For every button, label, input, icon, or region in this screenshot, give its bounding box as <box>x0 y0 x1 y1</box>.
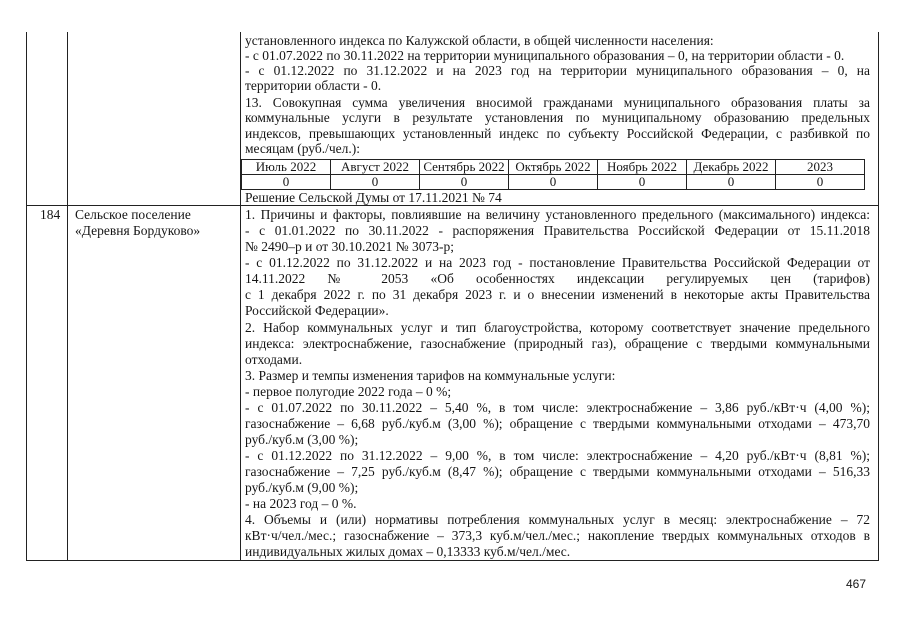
table-cell: 0 <box>509 175 598 190</box>
municipality-name: «Деревня Бордуково» <box>75 223 201 238</box>
table-cell: 0 <box>598 175 687 190</box>
text-line: - с 01.12.2022 по 31.12.2022 – 9,00 %, в том числе: электроснабжение – 4,20 руб./кВт·ч (8,81 %); <box>245 448 870 463</box>
table-header-cell: Июль 2022 <box>242 160 331 175</box>
municipality-name: Сельское поселение <box>75 207 191 222</box>
text-line: Российской Федерации». <box>245 303 389 318</box>
column-divider <box>67 32 68 560</box>
text-line: газоснабжение – 7,25 руб./куб.м (8,47 %); обращение с твердыми коммунальными отходами – 516,33 <box>245 464 870 479</box>
text-line: 14.11.2022 № 2053 «Об особенностях индексации регулируемых цен (тарифов) <box>245 271 870 286</box>
table-cell: 0 <box>420 175 509 190</box>
text-line: - с 01.01.2022 по 30.11.2022 - распоряжения Правительства Российской Федерации от 15.11.2018 <box>245 223 870 238</box>
monthly-amount-table <box>241 159 865 190</box>
row-number: 184 <box>40 207 61 222</box>
text-line: руб./куб.м (3,00 %); <box>245 432 359 447</box>
text-line: - с 01.12.2022 по 31.12.2022 и на 2023 год на территории муниципального образования – 0, на <box>245 63 870 78</box>
text-line: месяцам (руб./чел.): <box>245 141 360 156</box>
text-line: индекса: электроснабжение, газоснабжение (природный газ), обращение с твердыми коммунальными <box>245 336 870 351</box>
text-line: газоснабжение – 6,68 руб./куб.м (3,00 %); обращение с твердыми коммунальными отходами – 473,70 <box>245 416 870 431</box>
text-line: отходами. <box>245 352 303 367</box>
table-header-cell: Декабрь 2022 <box>687 160 776 175</box>
text-line: - первое полугодие 2022 года – 0 %; <box>245 384 452 399</box>
text-line: индивидуальных жилых домах – 0,13333 куб.м/чел./мес. <box>245 544 571 559</box>
text-line: коммунальные услуги в результате установления по муниципальному образованию предельных <box>245 110 870 125</box>
table-header-cell: Август 2022 <box>331 160 420 175</box>
text-line: кВт·ч/чел./мес.; газоснабжение – 373,3 куб.м/чел./мес.; накопление твердых коммунальных отходов в <box>245 528 870 543</box>
text-line: руб./куб.м (9,00 %); <box>245 480 359 495</box>
table-row <box>242 175 865 190</box>
text-line: - с 01.12.2022 по 31.12.2022 и на 2023 год - постановление Правительства Российской Федерации от <box>245 255 870 270</box>
text-line: индексов, превышающих установленный индекс по субъекту Российской Федерации, с разбивкой по <box>245 126 870 141</box>
table-header-row <box>242 160 865 175</box>
table-header-cell: Октябрь 2022 <box>509 160 598 175</box>
table-header-cell: Сентябрь 2022 <box>420 160 509 175</box>
text-line: территории области - 0. <box>245 78 382 93</box>
text-line: - на 2023 год – 0 %. <box>245 496 357 511</box>
decision-reference: Решение Сельской Думы от 17.11.2021 № 74 <box>245 190 502 205</box>
table-cell: 0 <box>687 175 776 190</box>
text-line: 2. Набор коммунальных услуг и тип благоустройства, которому соответствует значение предельного <box>245 320 870 335</box>
text-line: 4. Объемы и (или) нормативы потребления коммунальных услуг в месяц: электроснабжение – 72 <box>245 512 870 527</box>
table-header-cell: 2023 <box>776 160 865 175</box>
text-line: 1. Причины и факторы, повлиявшие на величину установленного предельного (максимального) индекса: <box>245 207 870 222</box>
page-number: 467 <box>846 577 867 591</box>
text-line: установленного индекса по Калужской области, в общей численности населения: <box>245 33 714 48</box>
document-table <box>26 32 879 561</box>
text-line: - с 01.07.2022 по 30.11.2022 на территории муниципального образования – 0, на территории области - 0. <box>245 48 845 63</box>
text-line: 3. Размер и темпы изменения тарифов на коммунальные услуги: <box>245 368 616 383</box>
column-divider <box>240 32 241 560</box>
table-cell: 0 <box>331 175 420 190</box>
text-line: 13. Совокупная сумма увеличения вносимой гражданами муниципального образования платы за <box>245 95 870 110</box>
table-header-cell: Ноябрь 2022 <box>598 160 687 175</box>
text-line: - с 01.07.2022 по 30.11.2022 – 5,40 %, в том числе: электроснабжение – 3,86 руб./кВт·ч (4,00 %); <box>245 400 870 415</box>
table-cell: 0 <box>776 175 865 190</box>
text-line: с 1 декабря 2022 г. по 31 декабря 2023 г. и о внесении изменений в некоторые акты Правительства <box>245 287 870 302</box>
table-cell: 0 <box>242 175 331 190</box>
text-line: № 2490–р и от 30.10.2021 № 3073-р; <box>245 239 454 254</box>
